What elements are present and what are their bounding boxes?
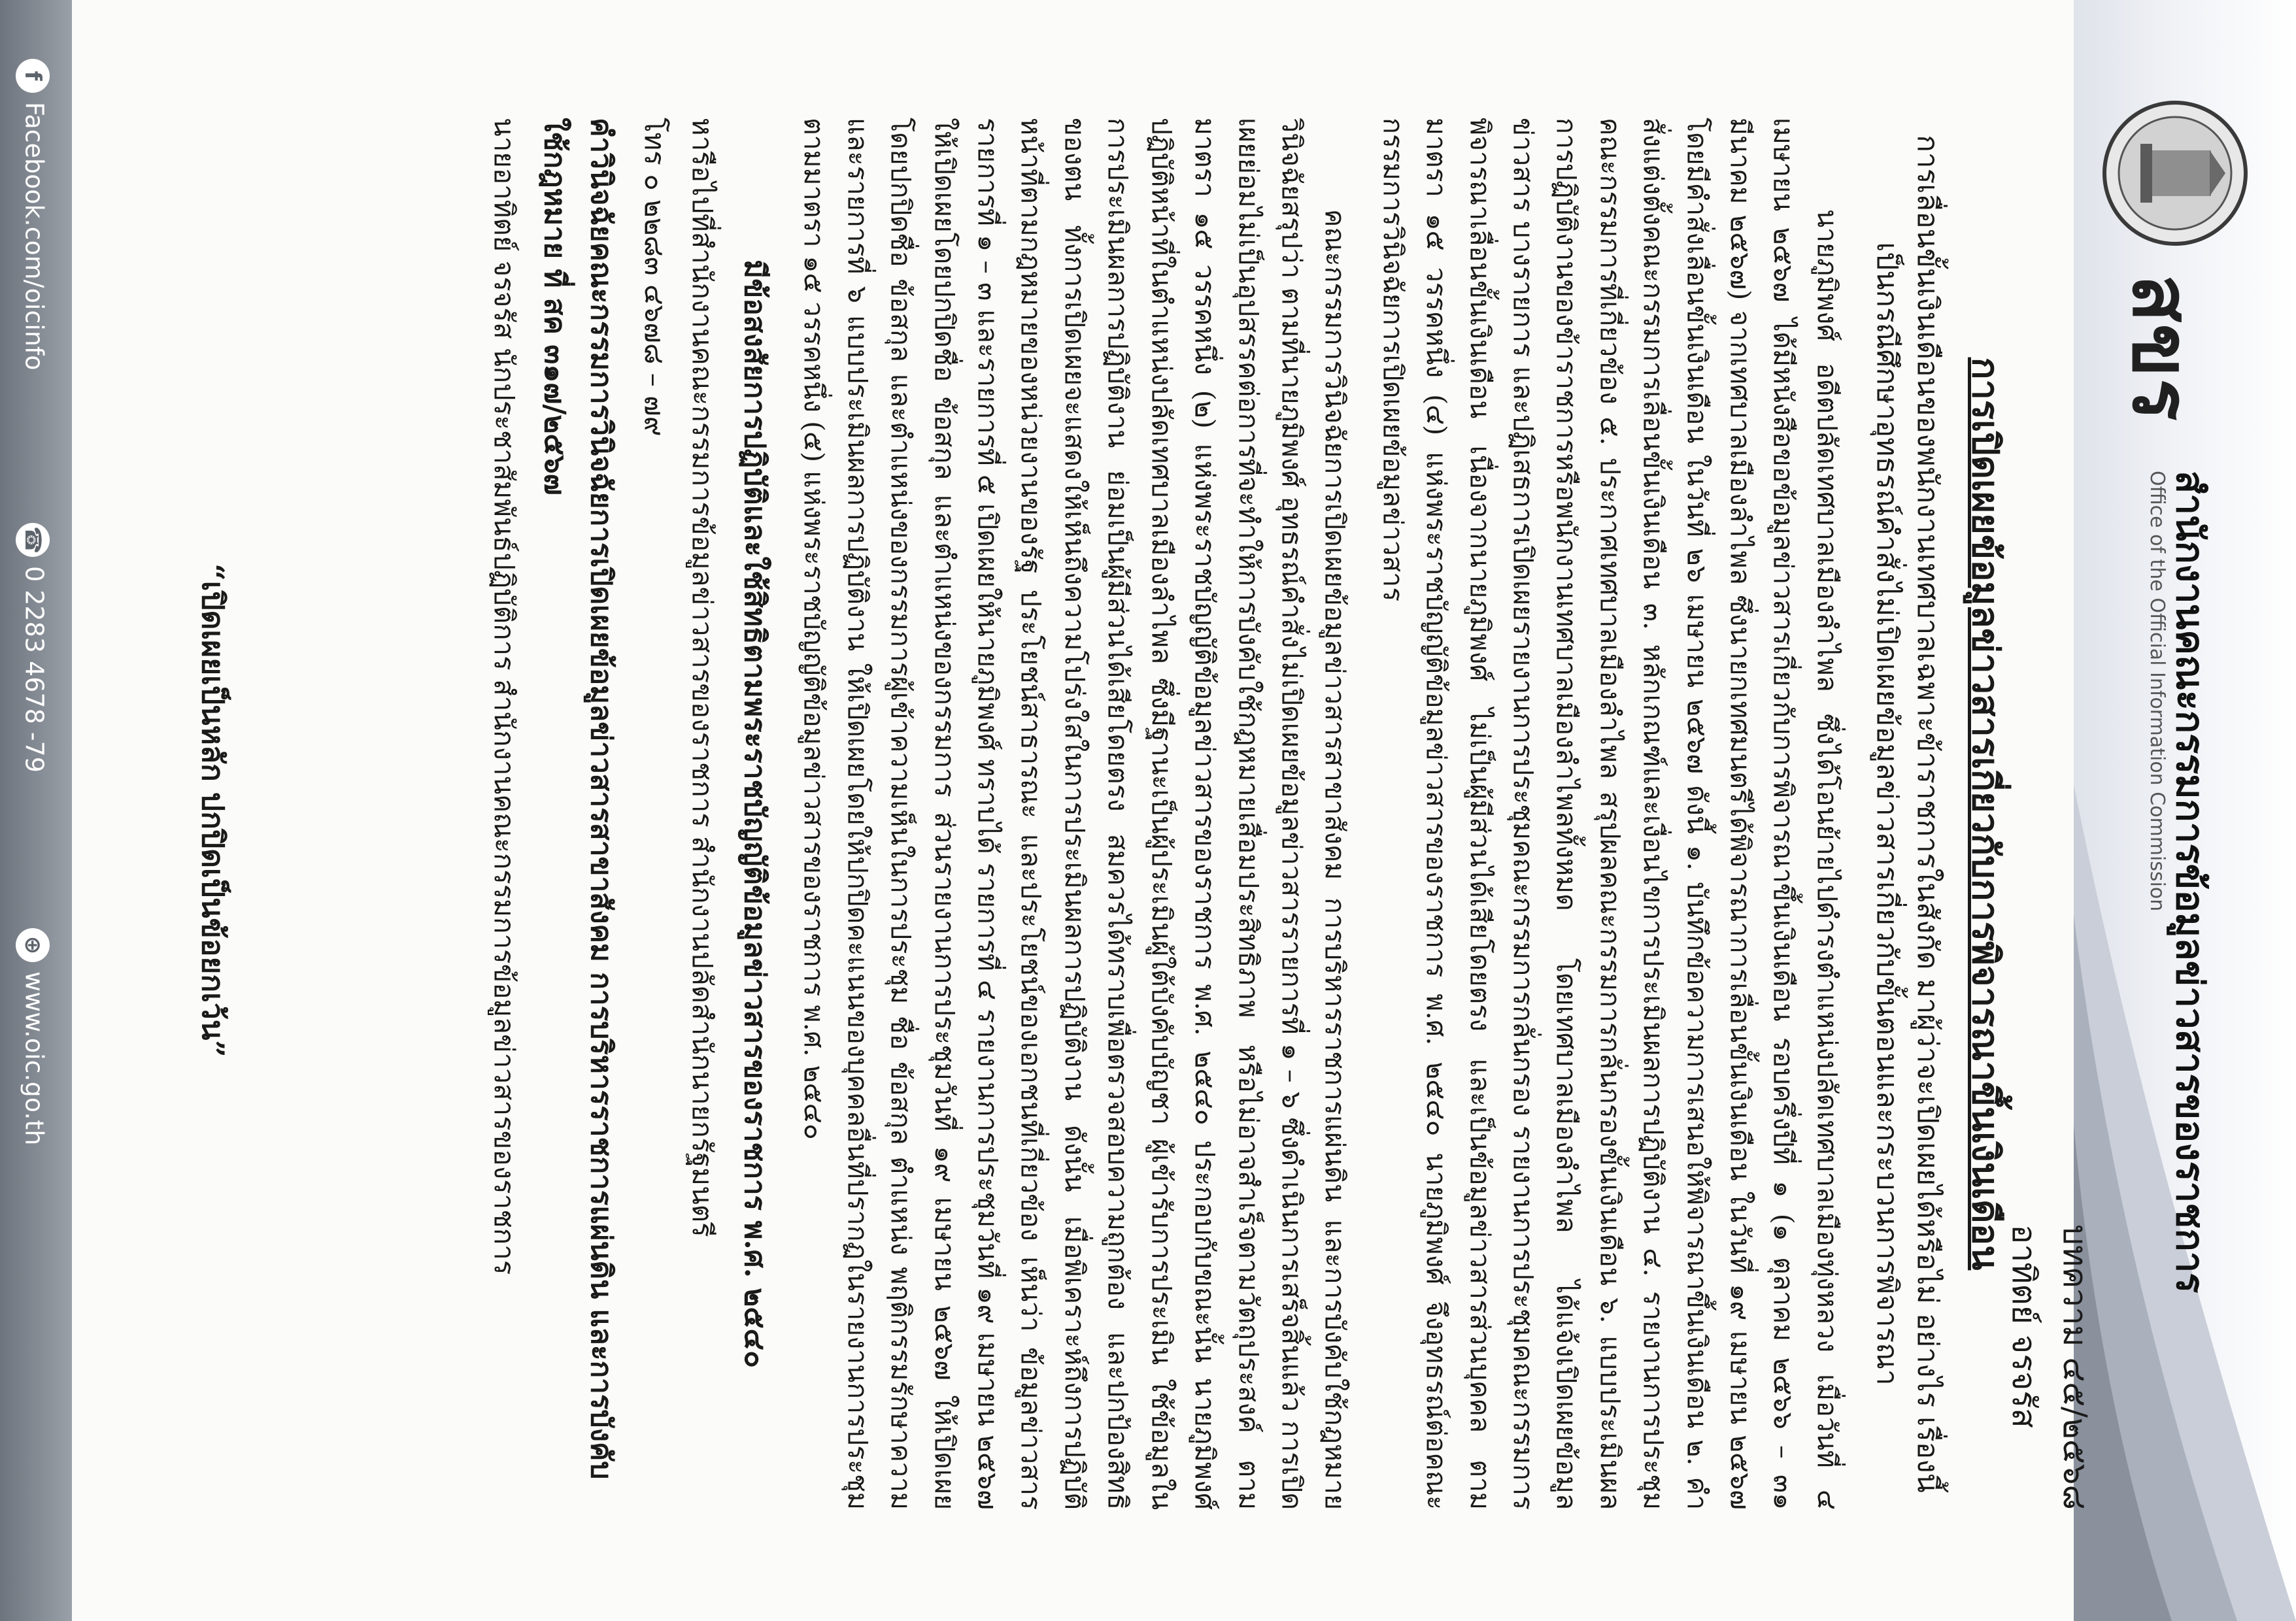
facebook-icon: f bbox=[16, 59, 50, 93]
signature-line: นายอาทิตย์ จรจรัส นักประชาสัมพันธ์ปฏิบัติการ สำนักงานคณะกรรมการข้อมูลข่าวสารของราชการ bbox=[488, 118, 520, 1275]
website-link[interactable]: www.oic.go.th bbox=[20, 971, 49, 1146]
article-author: อาทิตย์ จรจรัส bbox=[2005, 1224, 2044, 1428]
facebook-link[interactable]: Facebook.com/oicinfo bbox=[20, 102, 49, 371]
phone-line: โทร ๐ ๒๒๘๓ ๔๖๗๘ – ๗๙ bbox=[638, 118, 671, 437]
paragraph-background: นายภูมิพงศ์ อดีตปลัดเทศบาลเมืองลำไพล ซึ่งได้โอนย้ายไปดำรงตำแหน่งปลัดเทศบาลเมืองทุ่งหลวง เมื่อวันที่ ๔ เมษายน ๒๕๖๗ ได้มีหนังสือขอข้อมูลข่าวสารเกี่ยวกับการพิจารณาขึ้นเงินเดือน รอบครึ่งปีที่ ๑ (๑ ตุลาคม ๒๕๖๖ – ๓๑ มีนาคม ๒๕๖๗) จากเทศบาลเมืองลำไพล ซึ่งนายกเทศมนตรีได้พิจารณาการเลื่อนขั้นเงินเดือน ในวันที่ ๑๙ เมษายน ๒๕๖๗ โดยมีคำสั่งเลื่อนขั้นเงินเดือน ในวันที่ ๒๖ เมษายน ๒๕๖๗ ดังนี้ ๑. บันทึกข้อความการเสนอให้พิจารณาขึ้นเงินเดือน ๒. คำสั่งแต่งตั้งคณะกรรมการเลื่อนขั้นเงินเดือน ๓. หลักเกณฑ์และเงื่อนไขการประเมินผลการปฏิบัติงาน ๔. รายงานการประชุมคณะกรรมการที่เกี่ยวข้อง ๕. ประกาศเทศบาลเมืองลำไพล สรุปผลคณะกรรมการกลั่นกรองขั้นเงินเดือน ๖. แบบประเมินผลการปฏิบัติงานของข้าราชการหรือพนักงานเทศบาลเมืองลำไพลทั้งหมด โดยเทศบาลเมืองลำไพล ได้แจ้งเปิดเผยข้อมูลข่าวสาร บางรายการ และปฏิเสธการเปิดเผยรายงานการประชุมคณะกรรมการกลั่นกรอง รายงานการประชุมคณะกรรมการพิจารณาเลื่อนขั้นเงินเดือน เนื่องจากนายภูมิพงศ์ ไม่เป็นผู้มีส่วนได้เสียโดยตรง และเป็นข้อมูลข่าวสารส่วนบุคคล ตามมาตรา ๑๕ วรรคหนึ่ง (๔) แห่งพระราชบัญญัติข้อมูลข่าวสารของราชการ พ.ศ. ๒๕๔๐ นายภูมิพงศ์ จึงอุทธรณ์ต่อคณะกรรมการวินิจฉัยการเปิดเผยข้อมูลข่าวสาร bbox=[1377, 118, 1843, 1511]
article-body bbox=[479, 118, 2015, 1510]
inquiry-line: หารือไปที่สำนักงานคณะกรรมการข้อมูลข่าวสารของราชการ สำนักงานปลัดสำนักนายกรัฐมนตรี bbox=[686, 118, 719, 1237]
article-number: บทความ ๔๕/๒๕๖๘ bbox=[2056, 1224, 2094, 1510]
phone-number[interactable]: 0 2283 4678 -79 bbox=[20, 566, 49, 773]
footer-facebook[interactable] bbox=[16, 59, 50, 371]
paragraph-ruling: คณะกรรมการวินิจฉัยการเปิดเผยข้อมูลข่าวสารสาขาสังคม การบริหารราชการแผ่นดิน และการบังคับใช้กฎหมาย วินิจฉัยสรุปว่า ตามที่นายภูมิพงศ์ อุทธรณ์คำสั่งไม่เปิดเผยข้อมูลข่าวสารรายการที่ ๑ – ๖ ซึ่งดำเนินการเสร็จสิ้นแล้ว การเปิดเผยย่อมไม่เป็นอุปสรรคต่อการที่จะทำให้การบังคับใช้กฎหมายเสื่อมประสิทธิภาพ หรือไม่อาจสำเร็จตามวัตถุประสงค์ ตามมาตรา ๑๕ วรรคหนึ่ง (๒) แห่งพระราชบัญญัติข้อมูลข่าวสารของราชการ พ.ศ. ๒๕๔๐ ประกอบกับขณะนั้น นายภูมิพงศ์ ปฏิบัติหน้าที่ในตำแหน่งปลัดเทศบาลเมืองลำไพล ซึ่งมีฐานะเป็นผู้ประเมินผู้ใต้บังคับบัญชา ผู้เข้ารับการประเมิน ใช้ข้อมูลในการประเมินผลการปฏิบัติงาน ย่อมเป็นผู้มีส่วนได้เสียโดยตรง สมควรได้ทราบเพื่อตรวจสอบความถูกต้อง และปกป้องสิทธิของตน ทั้งการเปิดเผยจะแสดงให้เห็นถึงความโปร่งใสในการประเมินผลการปฏิบัติงาน ดังนั้น เมื่อพิเคราะห์ถึงการปฏิบัติหน้าที่ตามกฎหมายของหน่วยงานของรัฐ ประโยชน์สาธารณะ และประโยชน์ของเอกชนที่เกี่ยวข้อง เห็นว่า ข้อมูลข่าวสารรายการที่ ๑ – ๓ และรายการที่ ๕ เปิดเผยให้นายภูมิพงศ์ ทราบได้ รายการที่ ๔ รายงานการประชุมวันที่ ๑๙ เมษายน ๒๕๖๗ ให้เปิดเผยโดยปกปิดชื่อ ข้อสกุล และตำแหน่งของกรรมการ ส่วนรายงานการประชุมวันที่ ๑๙ เมษายน ๒๕๖๗ ให้เปิดเผยโดยปกปิดชื่อ ข้อสกุล และตำแหน่งของกรรมการผู้เข้าความเห็นในการประชุม ชื่อ ข้อสกุล ตำแหน่ง พฤติกรรมรักษาความ และรายการที่ ๖ แบบประเมินผลการปฏิบัติงาน ให้เปิดเผยโดยให้ปกปิดคะแนนของบุคคลอื่นที่ปรากฏในรายงานการประชุม ตามมาตรา ๑๕ วรรคหนึ่ง (๕) แห่งพระราชบัญญัติข้อมูลข่าวสารของราชการ พ.ศ. ๒๕๔๐ bbox=[798, 118, 1351, 1510]
org-subtitle: Office of the Official Information Commission bbox=[2146, 471, 2169, 912]
phone-icon: ☎ bbox=[16, 523, 50, 557]
org-logo-text: สขร bbox=[2115, 275, 2206, 422]
globe-icon: ⊕ bbox=[16, 928, 50, 962]
org-name: สำนักงานคณะกรรมการข้อมูลข่าวสารของราชการ bbox=[2168, 471, 2212, 1294]
footer-website[interactable] bbox=[16, 928, 50, 1145]
footer-bar bbox=[0, 0, 72, 1621]
article-title: การเปิดเผยข้อมูลข่าวสารเกี่ยวกับการพิจารณาขึ้นเงินเดือน bbox=[1964, 357, 2007, 1271]
footer-phone[interactable] bbox=[16, 523, 50, 773]
ruling-reference: คำวินิจฉัยคณะกรรมการวินิจฉัยการเปิดเผยข้อมูลข่าวสารสาขาสังคม การบริหารราชการแผ่นดิน และการบังคับใช้กฎหมาย ที่ สค ๓๑๗/๒๕๖๗ bbox=[538, 118, 618, 1480]
closing-slogan: “เปิดเผยเป็นหลัก ปกปิดเป็นข้อยกเว้น” bbox=[195, 563, 231, 1058]
inquiry-heading: มีข้อสงสัยการปฏิบัติและใช้สิทธิตามพระราชบัญญัติข้อมูลข่าวสารของราชการ พ.ศ. ๒๕๔๐ bbox=[738, 259, 772, 1368]
article-subtitle: การเลื่อนขั้นเงินเดือนของพนักงานเทศบาลเฉพาะข้าราชการในสังกัด มาผู้ว่าจะเปิดเผยได้หรือไม่ อย่างไร เรื่องนี้เป็นกรณีศึกษาอุทธรณ์คำสั่งไม่เปิดเผยข้อมูลข่าวสารเกี่ยวกับขั้นตอนและกระบวนการพิจารณา bbox=[1870, 135, 1944, 1493]
government-emblem-icon bbox=[2100, 98, 2250, 248]
header-banner bbox=[2074, 0, 2296, 1621]
